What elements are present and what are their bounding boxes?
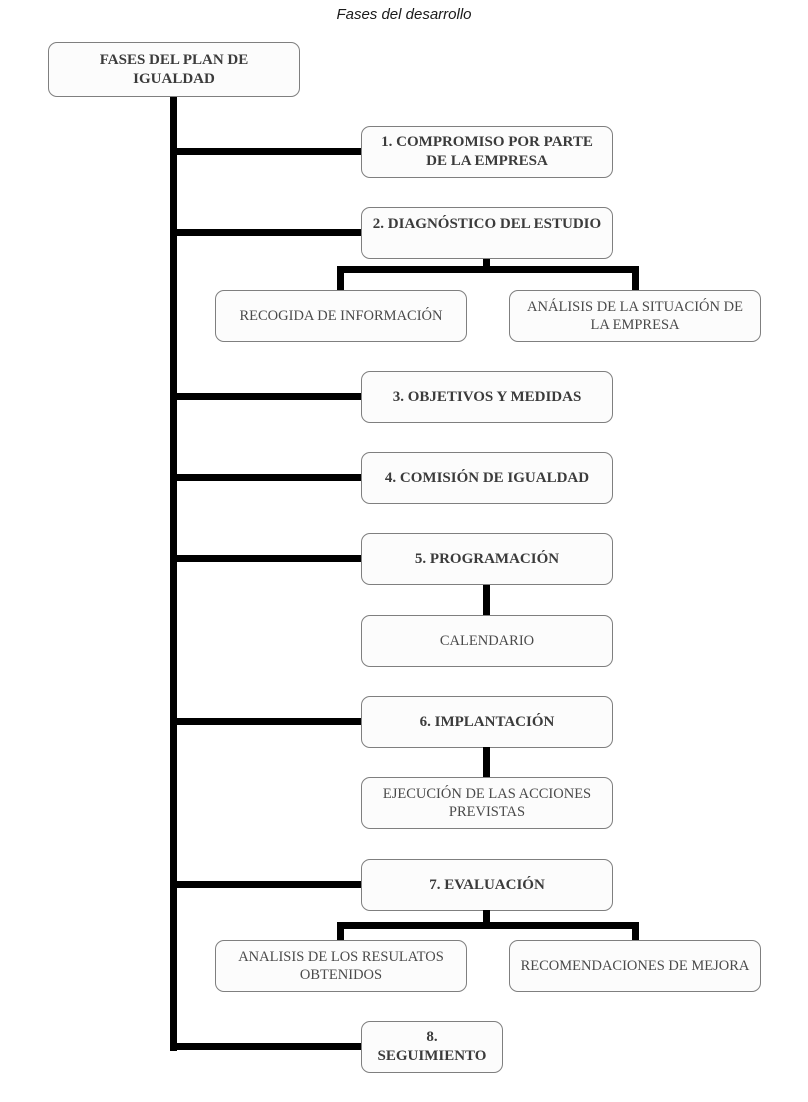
diagram-title: Fases del desarrollo: [336, 6, 472, 23]
node-phase-2: 2. DIAGNÓSTICO DEL ESTUDIO: [361, 207, 613, 259]
connector-phase7-bar: [337, 922, 639, 929]
connector-branch-7: [170, 881, 361, 888]
connector-phase2-bar: [337, 266, 639, 273]
node-phase-3: 3. OBJETIVOS Y MEDIDAS: [361, 371, 613, 423]
node-phase-6: 6. IMPLANTACIÓN: [361, 696, 613, 748]
connector-phase2-stub-left: [337, 273, 344, 290]
connector-branch-6: [170, 718, 361, 725]
node-phase5-child-calendario: CALENDARIO: [361, 615, 613, 667]
connector-branch-5: [170, 555, 361, 562]
node-phase-8: 8. SEGUIMIENTO: [361, 1021, 503, 1073]
connector-branch-4: [170, 474, 361, 481]
connector-phase5-stub: [483, 585, 490, 615]
connector-phase2-stub-right: [632, 273, 639, 290]
node-phase-1: 1. COMPROMISO POR PARTE DE LA EMPRESA: [361, 126, 613, 178]
node-root: FASES DEL PLAN DE IGUALDAD: [48, 42, 300, 97]
node-phase-7: 7. EVALUACIÓN: [361, 859, 613, 911]
connector-branch-3: [170, 393, 361, 400]
node-phase-5: 5. PROGRAMACIÓN: [361, 533, 613, 585]
connector-phase6-stub: [483, 747, 490, 777]
node-phase7-child-recomendaciones: RECOMENDACIONES DE MEJORA: [509, 940, 761, 992]
connector-spine: [170, 97, 177, 1051]
connector-branch-8: [170, 1043, 361, 1050]
connector-phase7-stub-left: [337, 929, 344, 940]
node-phase2-child-analisis: ANÁLISIS DE LA SITUACIÓN DE LA EMPRESA: [509, 290, 761, 342]
connector-branch-1: [170, 148, 361, 155]
node-phase6-child-ejecucion: EJECUCIÓN DE LAS ACCIONES PREVISTAS: [361, 777, 613, 829]
node-phase-4: 4. COMISIÓN DE IGUALDAD: [361, 452, 613, 504]
connector-branch-2: [170, 229, 361, 236]
connector-phase7-stub: [483, 910, 490, 922]
node-phase7-child-resultados: ANALISIS DE LOS RESULATOS OBTENIDOS: [215, 940, 467, 992]
connector-phase7-stub-right: [632, 929, 639, 940]
node-phase2-child-recogida: RECOGIDA DE INFORMACIÓN: [215, 290, 467, 342]
